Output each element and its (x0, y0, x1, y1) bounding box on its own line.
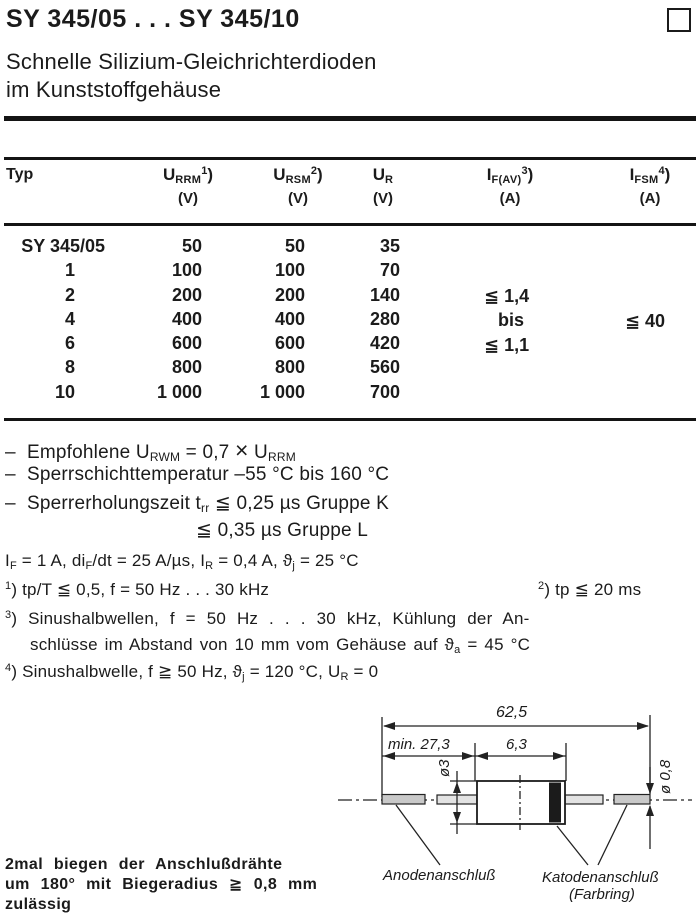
column-unit-ursm: (V) (288, 190, 308, 207)
dim-body-diameter: ø3 (436, 759, 453, 777)
arrowhead (453, 782, 461, 793)
table-row (0, 333, 700, 357)
cell-ursm: 800 (274, 357, 305, 378)
fn-text: /dt = 25 A/µs, I (92, 551, 206, 570)
header-footnote-mark: 1 (201, 165, 208, 177)
merged-cell-ifsm: ≦ 40 (624, 311, 666, 331)
cell-urrm: 100 (171, 260, 202, 281)
header-symbol: U (162, 165, 176, 184)
column-unit-ur: (V) (373, 190, 393, 207)
column-header-ur (328, 165, 438, 186)
bend-note-line-2: um 180° mit Biegeradius ≧ 0,8 mm (5, 876, 318, 893)
fn-text: = 0,4 A, ϑ (213, 551, 293, 570)
footnote-1 (5, 580, 269, 600)
cell-urrm: 400 (171, 308, 202, 329)
cell-ursm: 400 (274, 308, 305, 329)
cell-urrm: 50 (181, 236, 202, 256)
arrowhead (646, 805, 654, 816)
fn-subscript: F (85, 560, 93, 572)
header-symbol: U (372, 165, 386, 184)
dash: – (5, 493, 16, 514)
label-anode-terminal: Anodenanschluß (383, 867, 496, 884)
note-text: Empfohlene U (27, 442, 150, 463)
leader-line-anode (396, 805, 440, 865)
column-header-urrm (133, 165, 243, 186)
table-body (0, 236, 700, 406)
footnote-3-line-2 (30, 635, 530, 656)
fn-text: I (5, 551, 10, 570)
footnote-4 (5, 662, 378, 683)
dim-body-length: 6,3 (506, 736, 527, 753)
note-recommended-urwm (5, 437, 296, 464)
cell-typ: SY 345/05 (21, 236, 105, 256)
fn-text: = 45 °C (460, 635, 531, 654)
dim-overall-length: 62,5 (496, 704, 528, 721)
note-subscript: RWM (149, 450, 181, 464)
lead-wire-right-outer (614, 795, 650, 805)
cell-urrm: 200 (171, 284, 202, 305)
fn-text: = 1 A, di (16, 551, 86, 570)
fn-text: = 0 (348, 662, 379, 681)
cell-typ: 6 (64, 333, 75, 354)
note-text: Sperrerholungszeit t (27, 493, 202, 514)
fn-subscript: a (454, 644, 461, 656)
fn-mark: 1 (5, 580, 12, 592)
footnote-conditions (5, 551, 359, 572)
thick-divider-rule (4, 116, 696, 121)
dim-wire-diameter: ø 0,8 (657, 759, 674, 794)
table-row (0, 357, 700, 381)
subtitle-line-1: Schnelle Silizium-Gleichrichterdioden (6, 49, 377, 74)
header-paren: ) (207, 165, 214, 184)
fn-mark: 3 (5, 609, 12, 621)
cell-ur: 420 (369, 333, 400, 354)
cell-typ: 4 (64, 308, 75, 329)
fn-text: schlüsse im Abstand von 10 mm vom Gehäuse auf ϑ (30, 635, 455, 654)
cell-urrm: 600 (171, 333, 202, 354)
arrowhead (637, 722, 649, 730)
leader-line-cathode-lead (598, 805, 627, 865)
cell-ursm: 100 (274, 260, 305, 281)
table-top-rule (4, 157, 696, 160)
table-row (0, 260, 700, 284)
page-subtitle (6, 48, 377, 104)
arrowhead (462, 752, 474, 760)
header-subscript: RSM (285, 174, 311, 186)
note-junction-temperature (5, 464, 389, 486)
fn-text: ) tp ≦ 20 ms (544, 580, 642, 599)
header-subscript: RRM (175, 174, 202, 186)
arrowhead (453, 812, 461, 823)
header-symbol: I (486, 165, 492, 184)
table-row (0, 309, 700, 333)
cell-ursm: 200 (274, 284, 305, 305)
note-text: U (248, 442, 268, 463)
column-unit-ifav: (A) (499, 190, 521, 207)
package-outline-drawing (330, 697, 700, 915)
table-row (0, 285, 700, 309)
note-reverse-recovery (5, 492, 389, 515)
header-footnote-mark: 3 (521, 165, 528, 177)
subtitle-line-2: im Kunststoffgehäuse (6, 77, 222, 102)
bend-note-line-1: 2mal biegen der Anschlußdrähte (5, 856, 283, 873)
column-header-typ: Typ (6, 166, 34, 183)
cell-ur: 280 (369, 308, 400, 329)
footnote-2 (538, 580, 641, 600)
ifav-range-word: bis (498, 310, 525, 331)
header-symbol: U (273, 165, 286, 184)
bend-note-line-3: zulässig (5, 896, 72, 913)
note-reverse-recovery-group-l: ≦ 0,35 µs Gruppe L (196, 520, 369, 541)
ifav-lower-limit: ≦ 1,1 (484, 334, 530, 355)
fn-text: ) Sinushalbwelle, f ≧ 50 Hz, ϑ (11, 662, 243, 681)
label-cathode-terminal: Katodenanschluß (542, 869, 659, 886)
fn-text: = 120 °C, U (244, 662, 341, 681)
cathode-band (549, 783, 561, 823)
dash: – (5, 442, 16, 463)
footnote-3-line-1 (5, 609, 529, 629)
header-footnote-mark: 4 (658, 165, 665, 177)
cell-ursm: 1 000 (259, 381, 305, 402)
fn-text: ) Sinushalbwellen, f = 50 Hz . . . 30 kHz, Kühlung der An- (11, 609, 530, 628)
dim-lead-min-length: min. 27,3 (388, 736, 450, 753)
leader-line-cathode-band (557, 826, 588, 865)
header-subscript: R (385, 174, 394, 186)
cell-typ: 8 (64, 357, 75, 378)
fn-subscript: j (292, 560, 296, 572)
header-subscript: FSM (634, 174, 659, 186)
header-paren: ) (664, 165, 671, 184)
cell-ur: 35 (379, 236, 400, 256)
column-unit-ifsm: (A) (639, 190, 661, 207)
header-paren: ) (317, 165, 323, 184)
fn-subscript: R (340, 671, 349, 683)
ifav-upper-limit: ≦ 1,4 (484, 286, 530, 306)
cell-ur: 70 (379, 260, 400, 281)
dash: – (5, 464, 16, 485)
cell-typ: 1 (64, 260, 75, 281)
arrowhead (476, 752, 488, 760)
note-text: Sperrschichttemperatur –55 °C bis 160 °C (27, 464, 390, 485)
arrowhead (383, 752, 395, 760)
cell-ur: 140 (369, 284, 400, 305)
cell-ursm: 50 (284, 236, 305, 256)
lead-bending-note (5, 855, 317, 915)
column-unit-urrm: (V) (178, 190, 198, 207)
corner-checkbox-mark (667, 8, 691, 32)
lead-wire-right-inner (565, 795, 603, 804)
fn-mark: 4 (5, 662, 12, 674)
cell-typ: 2 (64, 284, 75, 305)
column-header-ifav (455, 165, 565, 186)
header-subscript: F(AV) (491, 174, 522, 186)
fn-text: = 25 °C (295, 551, 359, 570)
cell-ur: 700 (369, 381, 400, 402)
arrowhead (553, 752, 565, 760)
fn-mark: 2 (538, 580, 545, 592)
header-paren: ) (527, 165, 534, 184)
cell-urrm: 800 (171, 357, 202, 378)
note-text: ≦ 0,25 µs Gruppe K (209, 493, 390, 514)
merged-cell-ifav (484, 284, 529, 357)
cell-ursm: 600 (274, 333, 305, 354)
note-text: = 0,7 (180, 442, 235, 463)
note-subscript: rr (201, 501, 210, 515)
column-header-ifsm (595, 165, 700, 186)
fn-subscript: F (9, 560, 17, 572)
table-bottom-rule (4, 418, 696, 421)
arrowhead (646, 783, 654, 794)
header-footnote-mark: 2 (310, 165, 318, 177)
cell-typ: 10 (54, 381, 75, 402)
label-cathode-color-ring: (Farbring) (569, 886, 635, 903)
note-subscript: RRM (267, 450, 296, 464)
table-header-rule (4, 223, 696, 226)
page-title: SY 345/05 . . . SY 345/10 (6, 5, 300, 33)
fn-subscript: R (205, 560, 214, 572)
lead-wire-left-outer (382, 795, 425, 805)
table-row (0, 236, 700, 260)
fn-text: ) tp/T ≦ 0,5, f = 50 Hz . . . 30 kHz (11, 580, 270, 599)
cell-urrm: 1 000 (156, 381, 202, 402)
cell-ur: 560 (369, 357, 400, 378)
header-symbol: I (629, 165, 635, 184)
multiply-sign: × (234, 437, 249, 463)
fn-subscript: j (242, 671, 245, 683)
arrowhead (383, 722, 395, 730)
table-row (0, 382, 700, 406)
